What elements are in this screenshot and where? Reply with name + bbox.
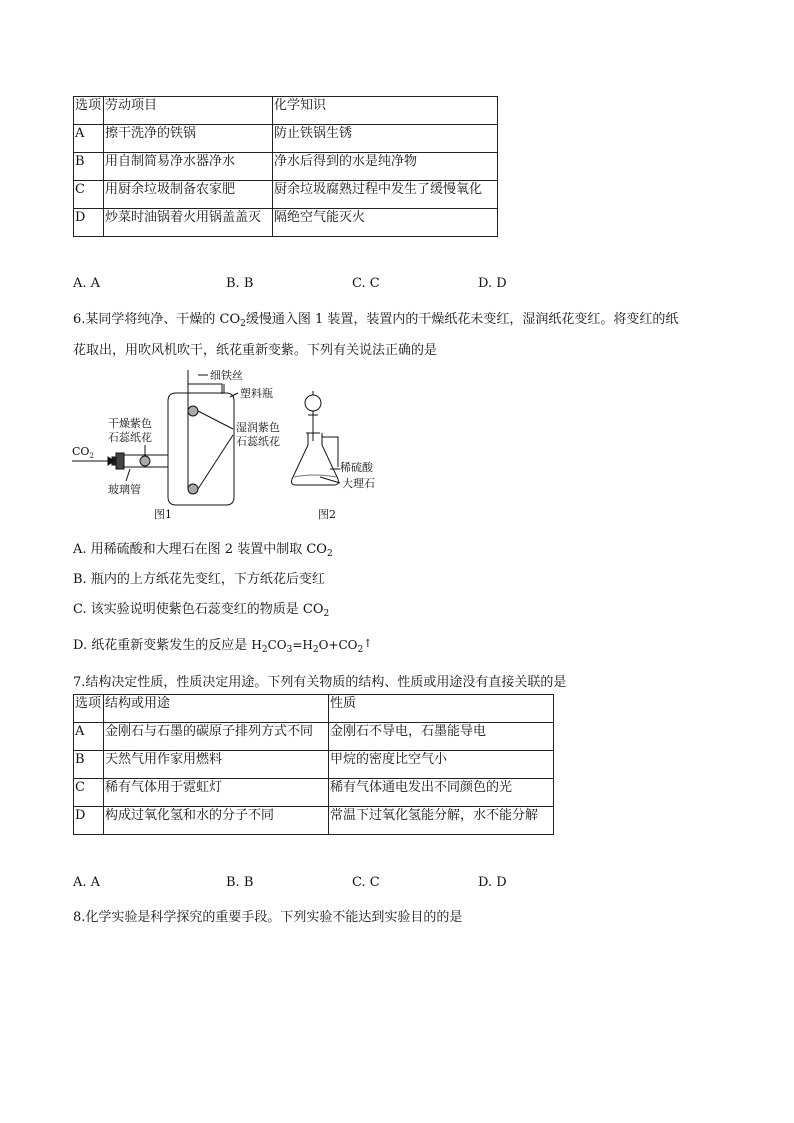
table-cell: 擦干洗净的铁锅 xyxy=(104,125,273,153)
option-a[interactable]: A. A xyxy=(73,875,101,890)
table-cell: 炒菜时油锅着火用锅盖盖灭 xyxy=(104,209,273,237)
table-cell: 甲烷的密度比空气小 xyxy=(329,751,554,779)
table-cell: C xyxy=(74,779,104,807)
gas-arrow: ↑ xyxy=(363,637,373,650)
funnel-bulb xyxy=(305,395,321,411)
eq-part: CO xyxy=(267,638,287,652)
label-dilute-acid: 稀硫酸 xyxy=(340,461,373,474)
table-cell: A xyxy=(74,723,104,751)
table-row xyxy=(74,153,498,181)
wet-flower-top xyxy=(188,406,198,416)
option-d[interactable]: D. D xyxy=(478,875,507,890)
q6-option-b[interactable]: B. 瓶内的上方纸花先变红，下方纸花后变红 xyxy=(73,572,325,587)
q7-table xyxy=(73,694,554,835)
table-cell: B xyxy=(74,751,104,779)
equation xyxy=(251,637,373,655)
table-header-cell: 劳动项目 xyxy=(104,97,273,125)
q6-option-d[interactable] xyxy=(73,634,372,655)
table-cell: C xyxy=(74,181,104,209)
table-cell: D xyxy=(74,209,104,237)
q7-stem: 7.结构决定性质，性质决定用途。下列有关物质的结构、性质或用途没有直接关联的是 xyxy=(73,675,567,690)
option-text: C. 该实验说明使紫色石蕊变红的物质是 CO xyxy=(73,602,324,617)
table-header-row xyxy=(74,695,554,723)
q6-stem-line1 xyxy=(73,308,678,329)
table-cell: 金刚石不导电，石墨能导电 xyxy=(329,723,554,751)
subscript: 3 xyxy=(286,645,293,655)
table-row xyxy=(74,125,498,153)
table-row xyxy=(74,751,554,779)
table-cell: 天然气用作家用燃料 xyxy=(104,751,329,779)
option-c[interactable]: C. C xyxy=(352,875,380,890)
table-header-cell: 性质 xyxy=(329,695,554,723)
eq-part: H xyxy=(251,638,262,652)
label-co2: $CO_2$ xyxy=(72,445,94,460)
wet-flower-bottom xyxy=(188,484,198,494)
table-cell: D xyxy=(74,807,104,835)
flask xyxy=(292,433,339,485)
table-cell: 金刚石与石墨的碳原子排列方式不同 xyxy=(104,723,329,751)
option-text: D. 纸花重新变紫发生的反应是 xyxy=(73,638,252,653)
eq-part: O+CO xyxy=(318,638,358,652)
option-c[interactable]: C. C xyxy=(352,276,380,291)
option-d[interactable]: D. D xyxy=(478,276,507,291)
table-header-cell: 结构或用途 xyxy=(104,695,329,723)
label-iron-wire: 细铁丝 xyxy=(210,369,243,382)
label-plastic-bottle: 塑料瓶 xyxy=(240,387,273,400)
table-cell: 防止铁锅生锈 xyxy=(273,125,498,153)
table-cell: 稀有气体用于霓虹灯 xyxy=(104,779,329,807)
label-dry-flower-2: 石蕊纸花 xyxy=(108,431,152,444)
q6-figure xyxy=(68,365,398,525)
table-header-cell: 化学知识 xyxy=(273,97,498,125)
table-header-row xyxy=(74,97,498,125)
subscript: 2 xyxy=(326,549,333,559)
option-b[interactable]: B. B xyxy=(226,875,254,890)
table-row xyxy=(74,181,498,209)
table-row xyxy=(74,209,498,237)
q6-option-a[interactable] xyxy=(73,538,333,559)
table-cell: 稀有气体通电发出不同颜色的光 xyxy=(329,779,554,807)
table-cell: 隔绝空气能灭火 xyxy=(273,209,498,237)
subscript: 2 xyxy=(240,319,246,329)
table-header-cell: 选项 xyxy=(74,97,104,125)
table-cell: 构成过氧化氢和水的分子不同 xyxy=(104,807,329,835)
option-a[interactable]: A. A xyxy=(73,276,101,291)
table-row xyxy=(74,779,554,807)
q6-option-c[interactable] xyxy=(73,598,329,619)
subscript: 2 xyxy=(312,645,319,655)
subscript: 2 xyxy=(357,645,364,655)
table-cell: A xyxy=(74,125,104,153)
label-fig1: 图1 xyxy=(154,508,172,521)
table-cell: 用自制简易净水器净水 xyxy=(104,153,273,181)
table-header-cell: 选项 xyxy=(74,695,104,723)
table-row xyxy=(74,723,554,751)
option-b[interactable]: B. B xyxy=(226,276,254,291)
subscript: 2 xyxy=(323,609,330,619)
table-cell: 净水后得到的水是纯净物 xyxy=(273,153,498,181)
q5-table xyxy=(73,96,498,237)
label-glass-tube: 玻璃管 xyxy=(108,483,141,496)
option-text: A. 用稀硫酸和大理石在图 2 装置中制取 CO xyxy=(73,542,327,557)
table-cell: 常温下过氧化氢能分解，水不能分解 xyxy=(329,807,554,835)
table-row xyxy=(74,807,554,835)
subscript: 2 xyxy=(261,645,268,655)
label-dry-flower-1: 干燥紫色 xyxy=(108,417,152,430)
q6-stem-text: 缓慢通入图 1 装置，装置内的干燥纸花未变红，湿润纸花变红。将变红的纸 xyxy=(245,312,679,327)
q8-stem: 8.化学实验是科学探究的重要手段。下列实验不能达到实验目的的是 xyxy=(73,910,463,925)
label-wet-flower-2: 石蕊纸花 xyxy=(236,435,280,448)
label-fig2: 图2 xyxy=(318,508,336,521)
label-marble: 大理石 xyxy=(342,477,375,490)
q6-stem-line2: 花取出，用吹风机吹干，纸花重新变紫。下列有关说法正确的是 xyxy=(73,343,438,358)
table-cell: B xyxy=(74,153,104,181)
dry-flower xyxy=(140,456,150,466)
q6-stem-text: 6.某同学将纯净、干燥的 CO xyxy=(73,312,241,327)
table-cell: 厨余垃圾腐熟过程中发生了缓慢氧化 xyxy=(273,181,498,209)
eq-part: =H xyxy=(292,638,313,652)
label-wet-flower-1: 湿润紫色 xyxy=(236,421,280,434)
table-cell: 用厨余垃圾制备农家肥 xyxy=(104,181,273,209)
